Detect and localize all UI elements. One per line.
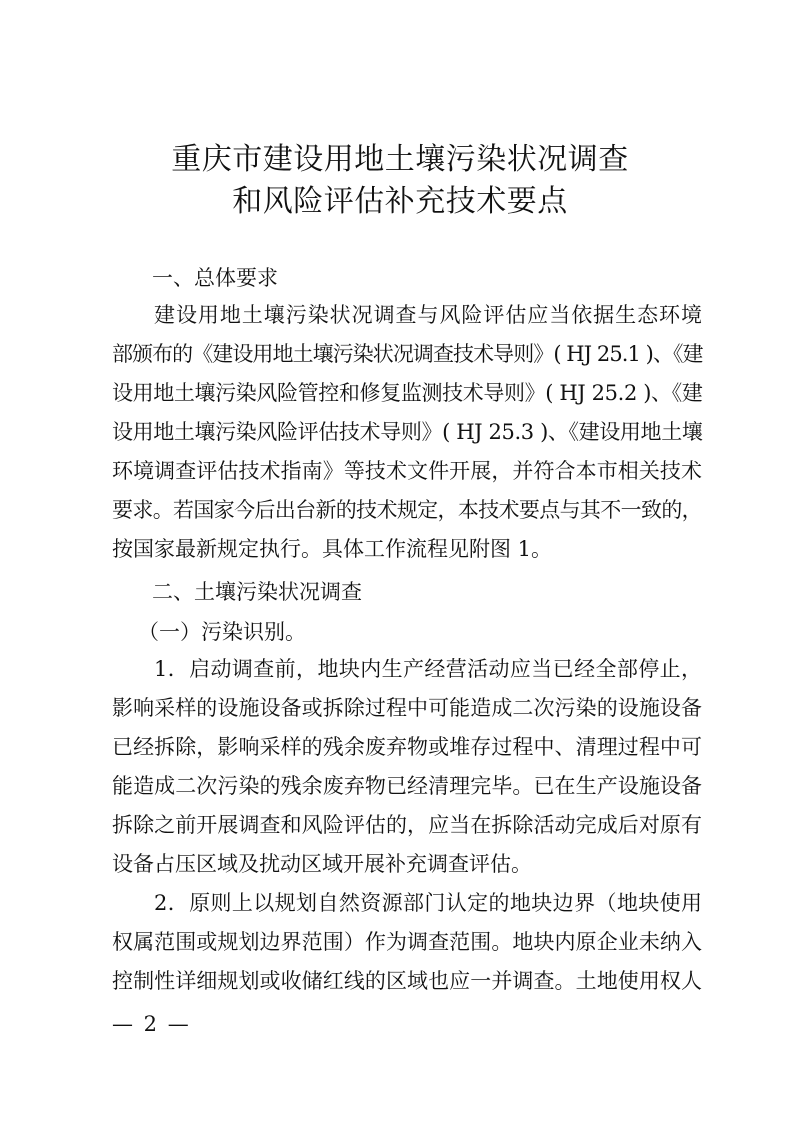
paragraph-line: 建设用地土壤污染状况调查与风险评估应当依据生态环境 (154, 303, 702, 327)
paragraph-line: 要求。若国家今后出台新的技术规定，本技术要点与其不一致的， (112, 498, 702, 522)
paragraph-line: 能造成二次污染的残余废弃物已经清理完毕。已在生产设施设备 (112, 774, 702, 798)
paragraph-line: 权属范围或规划边界范围）作为调查范围。地块内原企业未纳入 (112, 930, 702, 954)
item-1-paragraph (112, 650, 702, 884)
document-title-line-2: 和风险评估补充技术要点 (232, 184, 568, 219)
item-2-paragraph (112, 884, 702, 1001)
paragraph-line: 拆除之前开展调查和风险评估的，应当在拆除活动完成后对原有 (112, 813, 702, 837)
section-1-paragraph (112, 296, 702, 569)
paragraph-line: 已经拆除，影响采样的残余废弃物或堆存过程中、清理过程中可 (112, 735, 702, 759)
paragraph-line: 环境调查评估技术指南》等技术文件开展，并符合本市相关技术 (112, 459, 702, 483)
paragraph-line: 设用地土壤污染风险评估技术导则》( HJ 25.3 )、《建设用地土壤 (112, 420, 703, 444)
section-2-heading: 二、土壤污染状况调查 (152, 580, 362, 604)
paragraph-line: 部颁布的《建设用地土壤污染状况调查技术导则》( HJ 25.1 )、《建 (112, 342, 703, 366)
document-title-line-1: 重庆市建设用地土壤污染状况调查 (171, 142, 629, 177)
paragraph-line: 2．原则上以规划自然资源部门认定的地块边界（地块使用 (154, 891, 702, 915)
paragraph-line: 控制性详细规划或收储红线的区域也应一并调查。土地使用权人 (112, 969, 702, 993)
paragraph-line: 1．启动调查前，地块内生产经营活动应当已经全部停止， (154, 657, 702, 681)
paragraph-line: 按国家最新规定执行。具体工作流程见附图 1。 (112, 537, 553, 561)
paragraph-line: 设用地土壤污染风险管控和修复监测技术导则》( HJ 25.2 )、《建 (112, 381, 703, 405)
section-1-heading: 一、总体要求 (152, 266, 278, 290)
paragraph-line: 设备占压区域及扰动区域开展补充调查评估。 (112, 852, 532, 876)
section-2-subheading: （一）污染识别。 (138, 620, 306, 644)
paragraph-line: 影响采样的设施设备或拆除过程中可能造成二次污染的设施设备 (112, 696, 702, 720)
page-number: — 2 — (112, 1012, 191, 1036)
